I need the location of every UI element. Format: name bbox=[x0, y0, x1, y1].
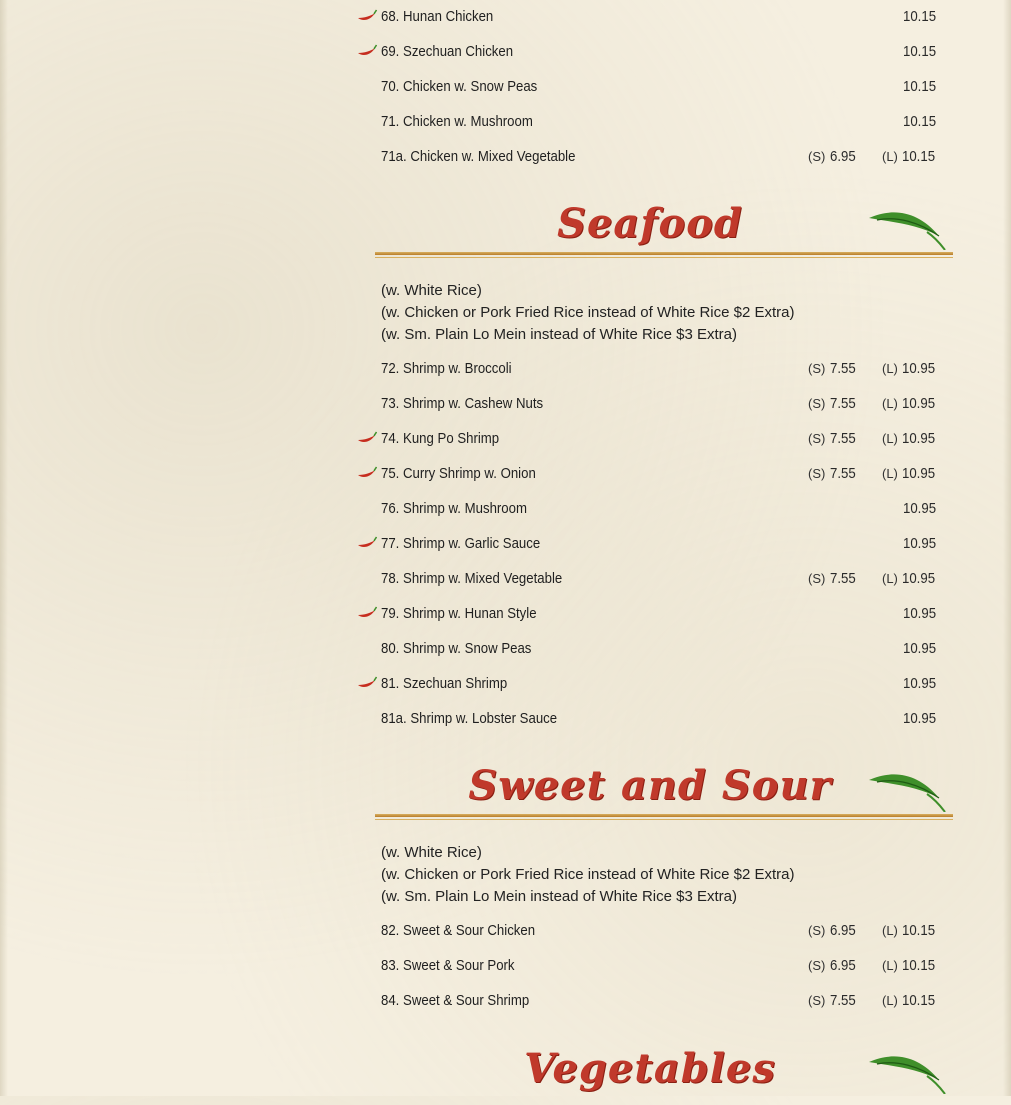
menu-item-name: 79. Shrimp w. Hunan Style bbox=[381, 605, 537, 622]
large-price-value: 10.95 bbox=[902, 360, 936, 377]
leaf-icon bbox=[867, 1050, 949, 1094]
price bbox=[903, 78, 941, 95]
large-price bbox=[882, 957, 940, 974]
small-price bbox=[808, 430, 859, 447]
price-value: 10.95 bbox=[903, 675, 937, 692]
menu-item-name: 75. Curry Shrimp w. Onion bbox=[381, 465, 536, 482]
vegetables-title: Vegetables bbox=[524, 1045, 776, 1092]
price bbox=[903, 535, 941, 552]
small-price-value: 6.95 bbox=[829, 148, 856, 165]
large-price-value: 10.95 bbox=[902, 465, 936, 482]
size-label-large: (L) bbox=[882, 396, 898, 411]
size-label-large: (L) bbox=[882, 923, 898, 938]
large-price-value: 10.95 bbox=[902, 570, 936, 587]
large-price bbox=[882, 992, 940, 1009]
price bbox=[903, 710, 941, 727]
small-price-value: 6.95 bbox=[829, 957, 856, 974]
price bbox=[903, 605, 941, 622]
small-price bbox=[808, 148, 859, 165]
small-price bbox=[808, 395, 859, 412]
page-edge-right bbox=[1003, 0, 1011, 1096]
menu-item-name: 74. Kung Po Shrimp bbox=[381, 430, 500, 447]
seafood-note: (w. Sm. Plain Lo Mein instead of White Rice $3 Extra) bbox=[381, 326, 737, 343]
menu-item-row bbox=[355, 671, 945, 701]
menu-item-row bbox=[355, 4, 945, 34]
large-price bbox=[882, 570, 940, 587]
menu-item-row bbox=[355, 356, 945, 386]
large-price bbox=[882, 922, 940, 939]
sweet-sour-divider bbox=[375, 814, 953, 817]
menu-item-row bbox=[355, 706, 945, 736]
size-label-small: (S) bbox=[808, 993, 826, 1008]
large-price-value: 10.95 bbox=[902, 430, 936, 447]
menu-item-name: 77. Shrimp w. Garlic Sauce bbox=[381, 535, 541, 552]
small-price bbox=[808, 992, 859, 1009]
size-label-small: (S) bbox=[808, 571, 826, 586]
chili-pepper-icon bbox=[357, 676, 377, 690]
leaf-icon bbox=[867, 206, 949, 250]
seafood-divider-thin bbox=[375, 257, 953, 258]
small-price bbox=[808, 570, 859, 587]
leaf-icon bbox=[867, 768, 949, 812]
price bbox=[903, 500, 941, 517]
menu-item-row bbox=[355, 109, 945, 139]
size-label-large: (L) bbox=[882, 149, 898, 164]
large-price bbox=[882, 465, 940, 482]
large-price bbox=[882, 148, 940, 165]
large-price-value: 10.95 bbox=[902, 395, 936, 412]
seafood-note: (w. Chicken or Pork Fried Rice instead of White Rice $2 Extra) bbox=[381, 304, 795, 321]
menu-item-row bbox=[355, 601, 945, 631]
seafood-note: (w. White Rice) bbox=[381, 282, 482, 299]
menu-item-name: 71. Chicken w. Mushroom bbox=[381, 113, 533, 130]
large-price-value: 10.15 bbox=[902, 922, 936, 939]
menu-item-row bbox=[355, 39, 945, 69]
menu-item-name: 81. Szechuan Shrimp bbox=[381, 675, 508, 692]
menu-item-name: 84. Sweet & Sour Shrimp bbox=[381, 992, 530, 1009]
sweet-sour-title: Sweet and Sour bbox=[468, 762, 832, 809]
menu-item-row bbox=[355, 918, 945, 948]
large-price bbox=[882, 360, 940, 377]
chili-pepper-icon bbox=[357, 606, 377, 620]
price-value: 10.95 bbox=[903, 500, 937, 517]
small-price bbox=[808, 957, 859, 974]
size-label-large: (L) bbox=[882, 571, 898, 586]
menu-item-name: 72. Shrimp w. Broccoli bbox=[381, 360, 512, 377]
size-label-small: (S) bbox=[808, 431, 826, 446]
size-label-large: (L) bbox=[882, 431, 898, 446]
seafood-section-header bbox=[355, 200, 935, 260]
chili-pepper-icon bbox=[357, 431, 377, 445]
large-price bbox=[882, 395, 940, 412]
size-label-small: (S) bbox=[808, 149, 826, 164]
price bbox=[903, 640, 941, 657]
price-value: 10.95 bbox=[903, 710, 937, 727]
small-price bbox=[808, 922, 859, 939]
menu-item-row bbox=[355, 496, 945, 526]
size-label-large: (L) bbox=[882, 993, 898, 1008]
price bbox=[903, 8, 941, 25]
size-label-small: (S) bbox=[808, 396, 826, 411]
large-price bbox=[882, 430, 940, 447]
menu-item-row bbox=[355, 531, 945, 561]
size-label-large: (L) bbox=[882, 361, 898, 376]
size-label-large: (L) bbox=[882, 958, 898, 973]
small-price bbox=[808, 360, 859, 377]
small-price-value: 7.55 bbox=[829, 992, 856, 1009]
seafood-title: Seafood bbox=[557, 200, 743, 247]
size-label-large: (L) bbox=[882, 466, 898, 481]
menu-item-name: 80. Shrimp w. Snow Peas bbox=[381, 640, 532, 657]
sweet-sour-note: (w. White Rice) bbox=[381, 844, 482, 861]
small-price-value: 7.55 bbox=[829, 570, 856, 587]
price-value: 10.95 bbox=[903, 535, 937, 552]
sweet-sour-note: (w. Sm. Plain Lo Mein instead of White Rice $3 Extra) bbox=[381, 888, 737, 905]
small-price-value: 7.55 bbox=[829, 430, 856, 447]
chili-pepper-icon bbox=[357, 44, 377, 58]
large-price-value: 10.15 bbox=[902, 957, 936, 974]
vegetables-section-header bbox=[355, 1045, 935, 1105]
size-label-small: (S) bbox=[808, 361, 826, 376]
price-value: 10.15 bbox=[903, 113, 937, 130]
small-price bbox=[808, 465, 859, 482]
menu-item-name: 81a. Shrimp w. Lobster Sauce bbox=[381, 710, 558, 727]
price bbox=[903, 113, 941, 130]
menu-item-name: 76. Shrimp w. Mushroom bbox=[381, 500, 527, 517]
size-label-small: (S) bbox=[808, 923, 826, 938]
large-price-value: 10.15 bbox=[902, 148, 936, 165]
chili-pepper-icon bbox=[357, 466, 377, 480]
sweet-sour-divider-thin bbox=[375, 819, 953, 820]
price-value: 10.15 bbox=[903, 43, 937, 60]
chili-pepper-icon bbox=[357, 9, 377, 23]
price-value: 10.15 bbox=[903, 78, 937, 95]
menu-item-name: 70. Chicken w. Snow Peas bbox=[381, 78, 538, 95]
menu-item-name: 82. Sweet & Sour Chicken bbox=[381, 922, 536, 939]
menu-item-row bbox=[355, 74, 945, 104]
price bbox=[903, 675, 941, 692]
small-price-value: 7.55 bbox=[829, 395, 856, 412]
chili-pepper-icon bbox=[357, 536, 377, 550]
menu-item-name: 78. Shrimp w. Mixed Vegetable bbox=[381, 570, 563, 587]
sweet-sour-section-header bbox=[355, 762, 935, 822]
menu-item-name: 73. Shrimp w. Cashew Nuts bbox=[381, 395, 544, 412]
small-price-value: 7.55 bbox=[829, 360, 856, 377]
menu-item-row bbox=[355, 391, 945, 421]
menu-item-name: 68. Hunan Chicken bbox=[381, 8, 494, 25]
menu-item-row bbox=[355, 636, 945, 666]
menu-item-name: 69. Szechuan Chicken bbox=[381, 43, 514, 60]
menu-item-name: 83. Sweet & Sour Pork bbox=[381, 957, 515, 974]
size-label-small: (S) bbox=[808, 958, 826, 973]
menu-item-row bbox=[355, 144, 945, 174]
small-price-value: 6.95 bbox=[829, 922, 856, 939]
price bbox=[903, 43, 941, 60]
size-label-small: (S) bbox=[808, 466, 826, 481]
seafood-divider bbox=[375, 252, 953, 255]
large-price-value: 10.15 bbox=[902, 992, 936, 1009]
price-value: 10.95 bbox=[903, 640, 937, 657]
sweet-sour-note: (w. Chicken or Pork Fried Rice instead of White Rice $2 Extra) bbox=[381, 866, 795, 883]
price-value: 10.95 bbox=[903, 605, 937, 622]
menu-item-row bbox=[355, 566, 945, 596]
menu-item-row bbox=[355, 426, 945, 456]
page-edge-left bbox=[0, 0, 8, 1096]
price-value: 10.15 bbox=[903, 8, 937, 25]
menu-item-row bbox=[355, 461, 945, 491]
menu-item-row bbox=[355, 988, 945, 1018]
small-price-value: 7.55 bbox=[829, 465, 856, 482]
menu-item-row bbox=[355, 953, 945, 983]
menu-item-name: 71a. Chicken w. Mixed Vegetable bbox=[381, 148, 576, 165]
